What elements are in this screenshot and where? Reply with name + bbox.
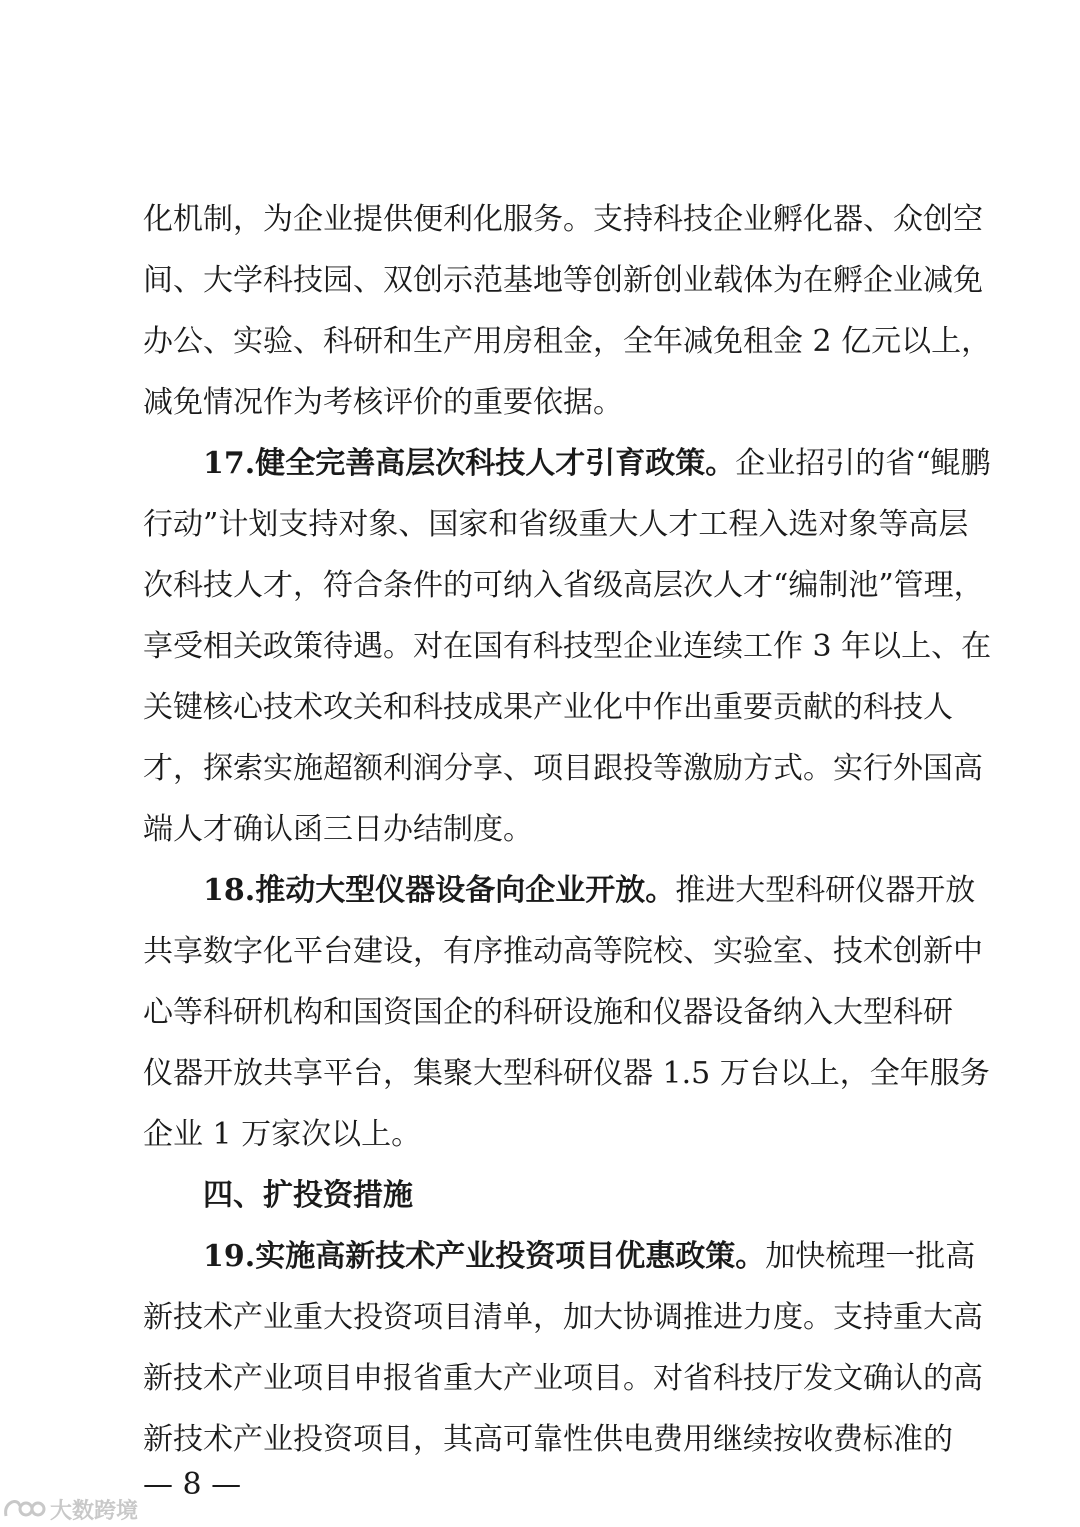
item-19-first-line <box>203 1233 976 1281</box>
watermark-text: 大数跨境 <box>50 1498 139 1524</box>
paragraph-line: 新技术产业项目申报省重大产业项目。对省科技厅发文确认的高 <box>143 1361 983 1396</box>
item-17-first-line <box>203 440 991 488</box>
paragraph-line: 新技术产业重大投资项目清单，加大协调推进力度。支持重大高 <box>143 1300 983 1335</box>
paragraph-line: 行动”计划支持对象、国家和省级重大人才工程入选对象等高层 <box>143 507 969 542</box>
watermark <box>2 1494 138 1524</box>
item-18-heading: 18.推动大型仪器设备向企业开放。 <box>203 873 676 908</box>
paragraph-line: 享受相关政策待遇。对在国有科技型企业连续工作 3 年以上、在 <box>143 629 992 664</box>
item-18-first-text: 推进大型科研仪器开放 <box>675 873 976 908</box>
paragraph-line: 心等科研机构和国资国企的科研设施和仪器设备纳入大型科研 <box>143 995 953 1030</box>
paragraph-line: 化机制，为企业提供便利化服务。支持科技企业孵化器、众创空 <box>143 202 983 237</box>
paragraph-line: 仪器开放共享平台，集聚大型科研仪器 1.5 万台以上，全年服务 <box>143 1056 990 1091</box>
paragraph-line: 次科技人才，符合条件的可纳入省级高层次人才“编制池”管理， <box>143 568 984 603</box>
paragraph-line: 关键核心技术攻关和科技成果产业化中作出重要贡献的科技人 <box>143 690 953 725</box>
paragraph-line: 共享数字化平台建设，有序推动高等院校、实验室、技术创新中 <box>143 934 983 969</box>
item-17-heading: 17.健全完善高层次科技人才引育政策。 <box>203 446 736 481</box>
paragraph-line: 间、大学科技园、双创示范基地等创新创业载体为在孵企业减免 <box>143 263 983 298</box>
paragraph-line: 办公、实验、科研和生产用房租金，全年减免租金 2 亿元以上， <box>143 324 992 359</box>
page-number: — 8 — <box>143 1467 242 1502</box>
paragraph-line: 才，探索实施超额利润分享、项目跟投等激励方式。实行外国高 <box>143 751 983 786</box>
paragraph-line: 企业 1 万家次以上。 <box>143 1117 422 1152</box>
paragraph-line: 端人才确认函三日办结制度。 <box>143 812 533 847</box>
section-heading: 四、扩投资措施 <box>203 1178 413 1213</box>
item-18-first-line <box>203 867 976 915</box>
paragraph-line: 新技术产业投资项目，其高可靠性供电费用继续按收费标准的 <box>143 1422 953 1457</box>
item-19-first-text: 加快梳理一批高 <box>765 1239 976 1274</box>
item-17-first-text: 企业招引的省“鲲鹏 <box>735 446 991 481</box>
paragraph-line: 减免情况作为考核评价的重要依据。 <box>143 385 623 420</box>
item-19-heading: 19.实施高新技术产业投资项目优惠政策。 <box>203 1239 766 1274</box>
watermark-logo-icon <box>2 1496 46 1522</box>
